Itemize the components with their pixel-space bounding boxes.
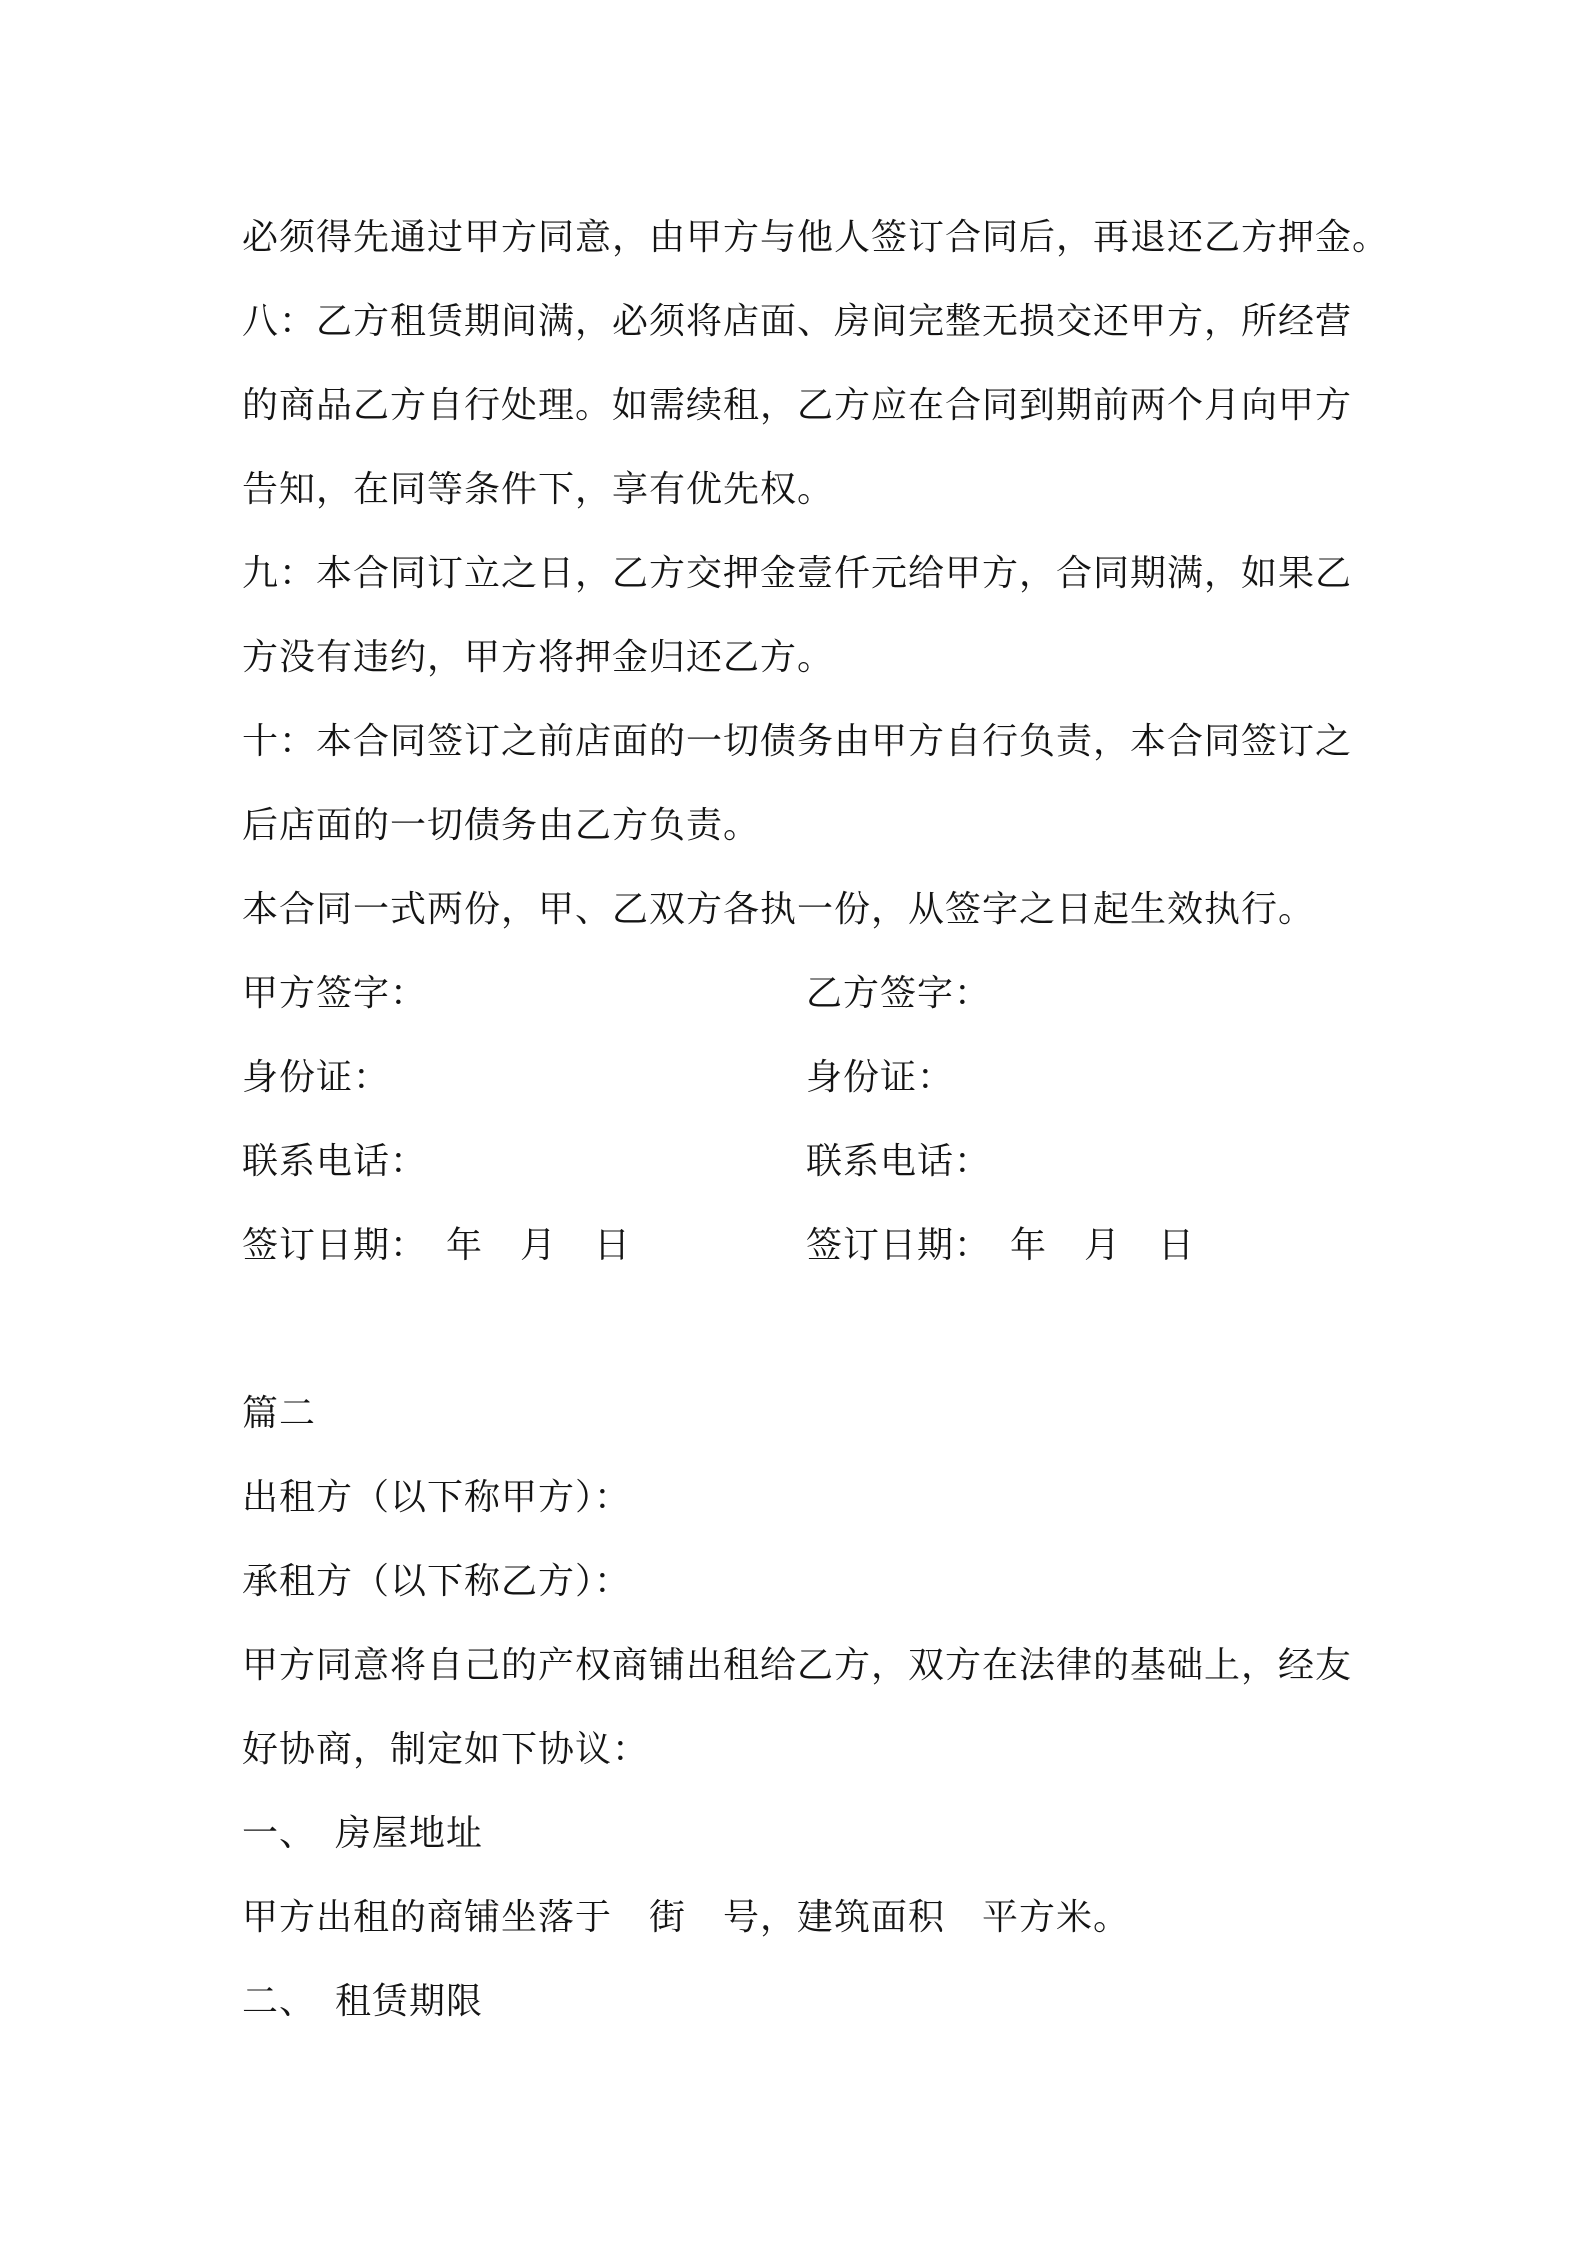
- paragraph-line: 出租方（以下称甲方）：: [242, 1477, 632, 1518]
- party-a-phone-label: 联系电话：: [242, 1141, 428, 1182]
- party-b-signature-label: 乙方签字：: [806, 973, 992, 1014]
- clause-heading: 一、 房屋地址: [242, 1813, 484, 1854]
- document-body: [242, 196, 1390, 2044]
- section-gap: [242, 1288, 1362, 1372]
- paragraph-line: 九：本合同订立之日，乙方交押金壹仟元给甲方，合同期满，如果乙: [242, 553, 1353, 594]
- paragraph-line: 八：乙方租赁期间满，必须将店面、房间完整无损交还甲方，所经营: [242, 301, 1353, 342]
- party-b-phone-label: 联系电话：: [806, 1141, 992, 1182]
- clause-heading: 二、 租赁期限: [242, 1981, 484, 2022]
- paragraph-line: 甲方同意将自己的产权商铺出租给乙方，双方在法律的基础上，经友: [242, 1645, 1353, 1686]
- party-a-signature-label: 甲方签字：: [242, 973, 428, 1014]
- section-title: 篇二: [242, 1393, 317, 1434]
- paragraph-line: 好协商，制定如下协议：: [242, 1729, 650, 1770]
- paragraph-line: 的商品乙方自行处理。如需续租，乙方应在合同到期前两个月向甲方: [242, 385, 1353, 426]
- paragraph-line: 十：本合同签订之前店面的一切债务由甲方自行负责，本合同签订之: [242, 721, 1353, 762]
- signature-row-id: [242, 1036, 1362, 1120]
- signature-row-phone: [242, 1120, 1362, 1204]
- paragraph-line: 方没有违约，甲方将押金归还乙方。: [242, 637, 835, 678]
- party-b-date-label: 签订日期： 年 月 日: [806, 1225, 1196, 1266]
- party-b-id-label: 身份证：: [806, 1057, 955, 1098]
- paragraph-line: 本合同一式两份，甲、乙双方各执一份，从签字之日起生效执行。: [242, 889, 1316, 930]
- party-a-id-label: 身份证：: [242, 1057, 391, 1098]
- signature-row-signature: [242, 952, 1362, 1036]
- paragraph-line: 必须得先通过甲方同意，由甲方与他人签订合同后，再退还乙方押金。: [242, 217, 1390, 258]
- paragraph-line: 告知，在同等条件下，享有优先权。: [242, 469, 835, 510]
- paragraph-line: 后店面的一切债务由乙方负责。: [242, 805, 761, 846]
- paragraph-line: 甲方出租的商铺坐落于 街 号，建筑面积 平方米。: [242, 1897, 1131, 1938]
- party-a-date-label: 签订日期： 年 月 日: [242, 1225, 632, 1266]
- signature-row-date: [242, 1204, 1362, 1288]
- paragraph-line: 承租方（以下称乙方）：: [242, 1561, 632, 1602]
